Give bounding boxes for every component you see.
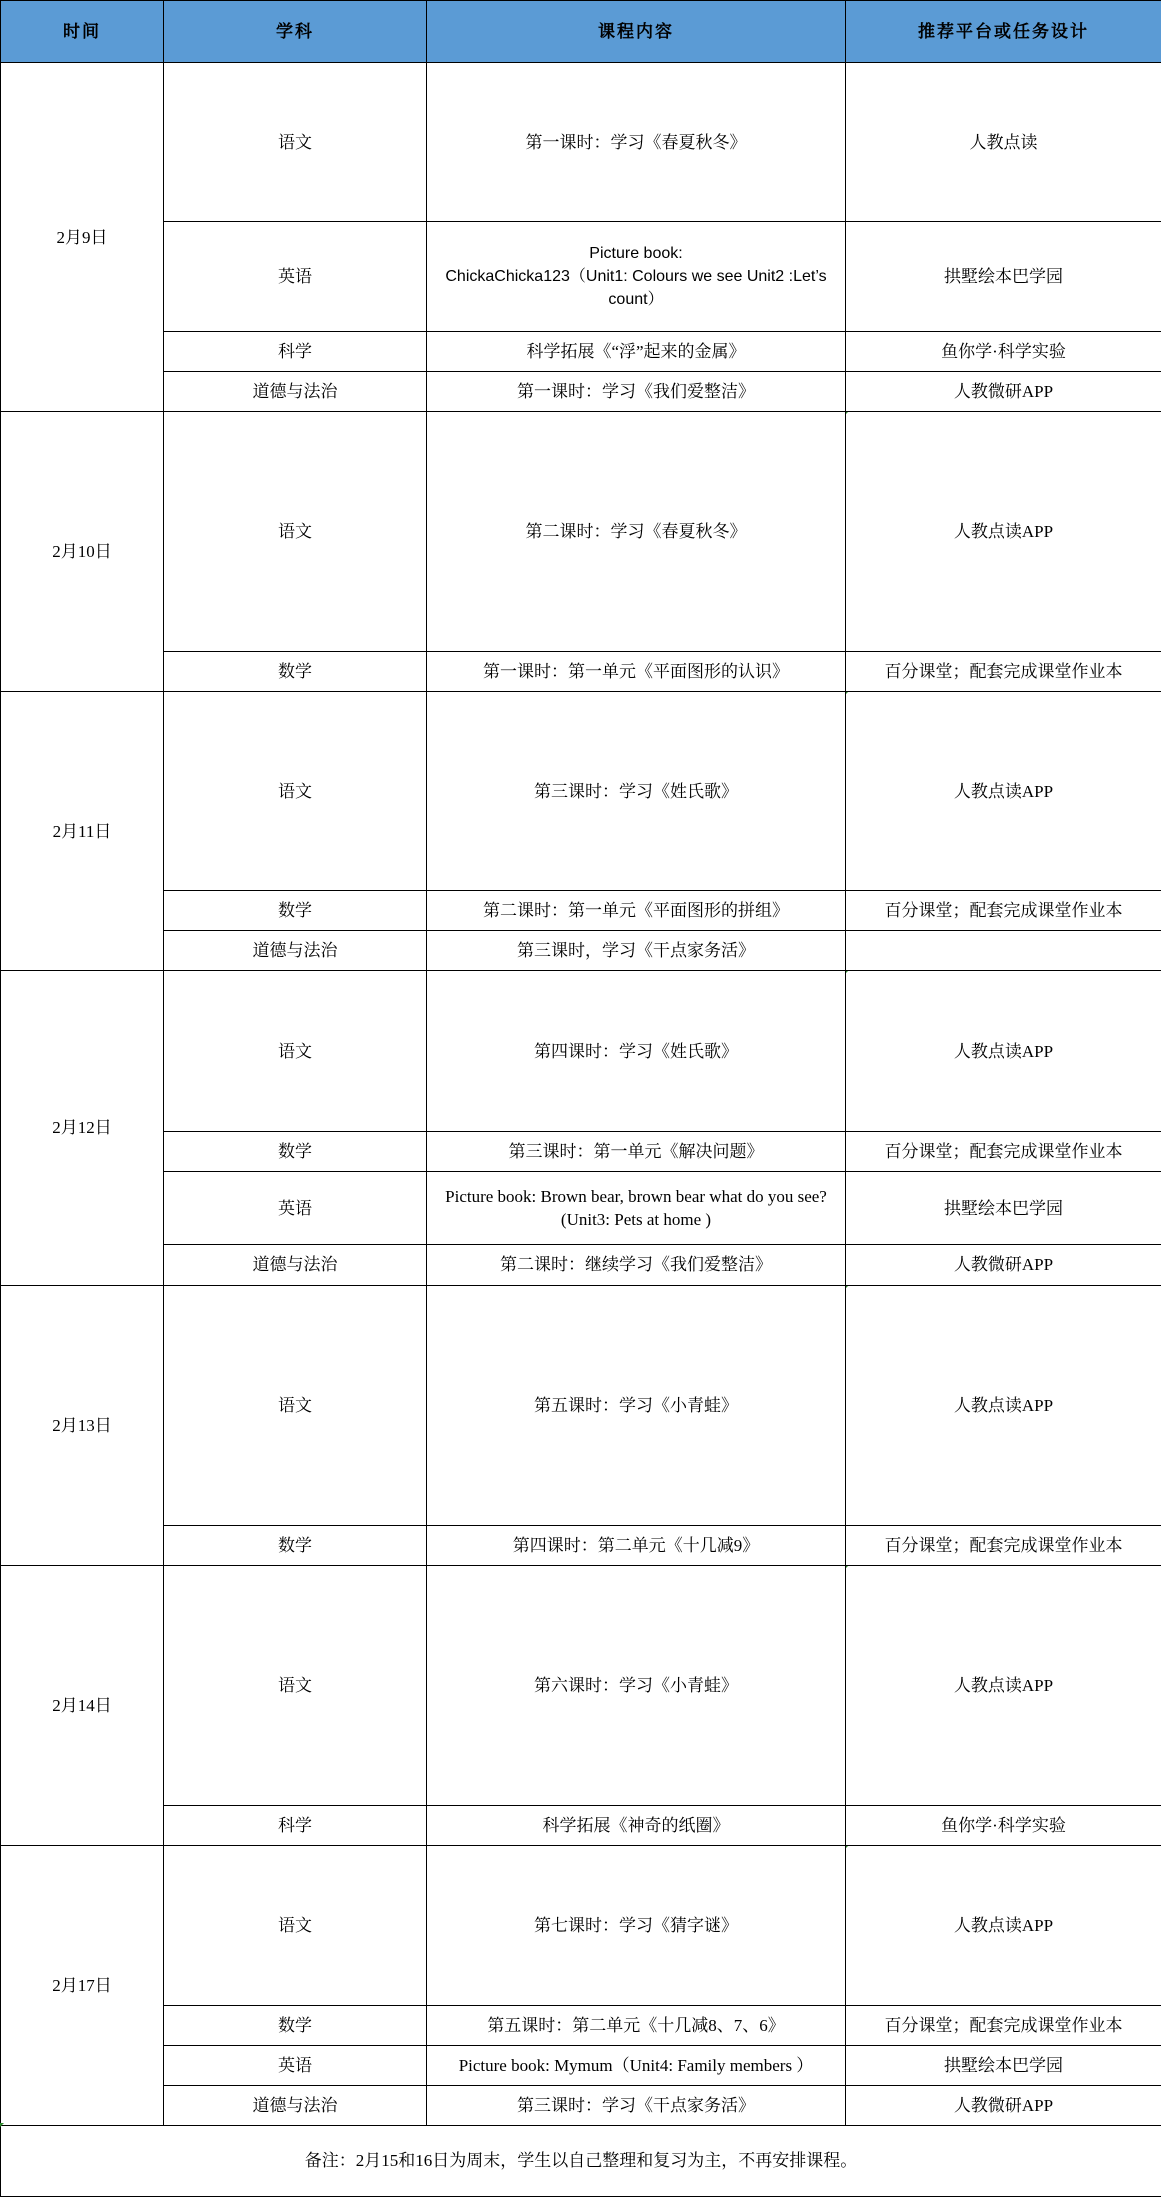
subject-cell: 语文 <box>164 1845 427 2005</box>
platform-text: 人教点读APP <box>953 781 1054 801</box>
cell-marker <box>846 692 850 696</box>
table-row <box>1 971 1161 1132</box>
table-row <box>1 1245 1161 1285</box>
platform-cell <box>846 692 1161 891</box>
subject-cell: 道德与法治 <box>164 1245 427 1285</box>
date-cell: 2月10日 <box>1 412 164 692</box>
platform-text: 人教点读APP <box>953 522 1054 542</box>
platform-text: 人教点读APP <box>953 1675 1054 1695</box>
header-time: 时间 <box>1 1 164 63</box>
platform-cell <box>846 1845 1161 2005</box>
platform-cell: 百分课堂；配套完成课堂作业本 <box>846 652 1161 692</box>
subject-cell: 语文 <box>164 63 427 222</box>
subject-cell: 数学 <box>164 2005 427 2045</box>
subject-cell: 科学 <box>164 332 427 372</box>
note-cell: 备注：2月15和16日为周末，学生以自己整理和复习为主，不再安排课程。 <box>1 2125 1161 2196</box>
content-cell: 第三课时：第一单元《解决问题》 <box>427 1132 846 1172</box>
header-platform: 推荐平台或任务设计 <box>846 1 1161 63</box>
content-cell: Picture book: ChickaChicka123（Unit1: Colours we see Unit2 :Let’s count） <box>427 222 846 332</box>
platform-cell: 百分课堂；配套完成课堂作业本 <box>846 1525 1161 1565</box>
subject-cell: 语文 <box>164 1565 427 1805</box>
subject-cell: 语文 <box>164 1285 427 1525</box>
platform-cell <box>846 931 1161 971</box>
platform-text: 人教点读APP <box>953 1041 1054 1061</box>
subject-cell: 数学 <box>164 652 427 692</box>
platform-cell: 人教微研APP <box>846 1245 1161 1285</box>
platform-cell: 人教点读 <box>846 63 1161 222</box>
platform-cell: 百分课堂；配套完成课堂作业本 <box>846 891 1161 931</box>
header-row <box>1 1 1161 63</box>
content-cell: 第一课时：学习《我们爱整洁》 <box>427 372 846 412</box>
content-cell: 第七课时：学习《猜字谜》 <box>427 1845 846 2005</box>
subject-cell: 道德与法治 <box>164 931 427 971</box>
table-row <box>1 1132 1161 1172</box>
platform-cell: 人教微研APP <box>846 2085 1161 2125</box>
content-cell: 第六课时：学习《小青蛙》 <box>427 1565 846 1805</box>
platform-cell <box>846 971 1161 1132</box>
content-cell: 第五课时：学习《小青蛙》 <box>427 1285 846 1525</box>
content-cell: Picture book: Brown bear, brown bear what do you see? (Unit3: Pets at home ) <box>427 1172 846 1245</box>
content-cell: 第四课时：学习《姓氏歌》 <box>427 971 846 1132</box>
table-row <box>1 1805 1161 1845</box>
date-cell: 2月9日 <box>1 63 164 412</box>
platform-cell: 鱼你学·科学实验 <box>846 332 1161 372</box>
content-cell: 第三课时：学习《姓氏歌》 <box>427 692 846 891</box>
content-cell: 第二课时：学习《春夏秋冬》 <box>427 412 846 652</box>
subject-cell: 道德与法治 <box>164 2085 427 2125</box>
table-row <box>1 1285 1161 1525</box>
subject-cell: 数学 <box>164 891 427 931</box>
content-cell: 第四课时：第二单元《十几减9》 <box>427 1525 846 1565</box>
platform-cell: 人教微研APP <box>846 372 1161 412</box>
table-row <box>1 1172 1161 1245</box>
table-row <box>1 1565 1161 1805</box>
cell-marker <box>846 1845 850 1849</box>
content-cell: 第三课时：学习《干点家务活》 <box>427 2085 846 2125</box>
date-cell: 2月17日 <box>1 1845 164 2125</box>
subject-cell: 语文 <box>164 971 427 1132</box>
subject-cell: 英语 <box>164 1172 427 1245</box>
content-cell: 第三课时，学习《干点家务活》 <box>427 931 846 971</box>
platform-text: 人教点读APP <box>953 1915 1054 1935</box>
cell-marker <box>846 1565 850 1569</box>
content-cell: 科学拓展《神奇的纸圈》 <box>427 1805 846 1845</box>
subject-cell: 数学 <box>164 1132 427 1172</box>
subject-cell: 数学 <box>164 1525 427 1565</box>
content-cell: 第一课时：第一单元《平面图形的认识》 <box>427 652 846 692</box>
subject-cell: 道德与法治 <box>164 372 427 412</box>
table-row <box>1 1525 1161 1565</box>
table-row <box>1 891 1161 931</box>
table-row <box>1 372 1161 412</box>
table-row <box>1 652 1161 692</box>
platform-cell <box>846 1565 1161 1805</box>
platform-cell: 拱墅绘本巴学园 <box>846 1172 1161 1245</box>
cell-marker <box>846 1285 850 1289</box>
table-row <box>1 2005 1161 2045</box>
platform-text: 人教点读APP <box>953 1395 1054 1415</box>
subject-cell: 科学 <box>164 1805 427 1845</box>
table-row <box>1 1845 1161 2005</box>
subject-cell: 语文 <box>164 692 427 891</box>
subject-cell: 英语 <box>164 222 427 332</box>
date-cell: 2月12日 <box>1 971 164 1285</box>
platform-cell <box>846 1285 1161 1525</box>
table-row <box>1 2085 1161 2125</box>
content-cell: 第二课时：第一单元《平面图形的拼组》 <box>427 891 846 931</box>
content-cell: 第二课时：继续学习《我们爱整洁》 <box>427 1245 846 1285</box>
table-row <box>1 332 1161 372</box>
platform-cell: 拱墅绘本巴学园 <box>846 222 1161 332</box>
content-cell: 第一课时：学习《春夏秋冬》 <box>427 63 846 222</box>
cell-marker <box>0 2123 4 2127</box>
table-row <box>1 63 1161 222</box>
table-row <box>1 692 1161 891</box>
platform-cell: 百分课堂；配套完成课堂作业本 <box>846 1132 1161 1172</box>
platform-cell: 百分课堂；配套完成课堂作业本 <box>846 2005 1161 2045</box>
table-row <box>1 412 1161 652</box>
content-cell: 科学拓展《“浮”起来的金属》 <box>427 332 846 372</box>
platform-cell <box>846 412 1161 652</box>
subject-cell: 英语 <box>164 2045 427 2085</box>
header-content: 课程内容 <box>427 1 846 63</box>
table-row <box>1 222 1161 332</box>
header-subject: 学科 <box>164 1 427 63</box>
date-cell: 2月13日 <box>1 1285 164 1565</box>
cell-marker <box>846 412 850 416</box>
note-row <box>1 2125 1161 2196</box>
table-row <box>1 2045 1161 2085</box>
date-cell: 2月14日 <box>1 1565 164 1845</box>
cell-marker <box>846 971 850 975</box>
content-cell: 第五课时：第二单元《十几减8、7、6》 <box>427 2005 846 2045</box>
platform-cell: 鱼你学·科学实验 <box>846 1805 1161 1845</box>
content-cell: Picture book: Mymum（Unit4: Family members ） <box>427 2045 846 2085</box>
table-row <box>1 931 1161 971</box>
subject-cell: 语文 <box>164 412 427 652</box>
platform-cell: 拱墅绘本巴学园 <box>846 2045 1161 2085</box>
date-cell: 2月11日 <box>1 692 164 971</box>
